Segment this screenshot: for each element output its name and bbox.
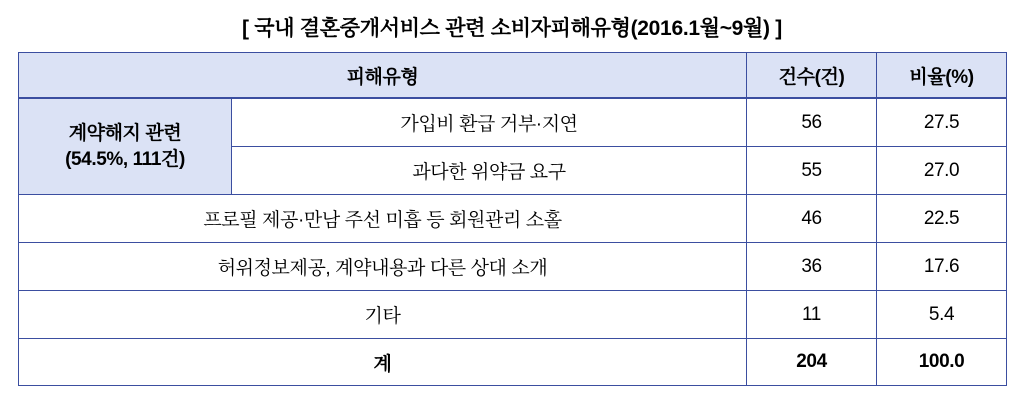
category-label-line2: (54.5%, 111건) [65,148,185,170]
bottom-spacer [0,386,1024,396]
row-type-3: 허위정보제공, 계약내용과 다른 상대 소개 [19,243,747,291]
total-rate: 100.0 [877,339,1007,386]
row-count-3: 36 [747,243,877,291]
row-type-1: 과다한 위약금 요구 [232,147,747,195]
table-row [19,243,1007,291]
table-total-row [19,339,1007,386]
row-type-4: 기타 [19,291,747,339]
consumer-damage-table [18,52,1007,386]
column-header-rate: 비율(%) [877,53,1007,99]
row-rate-4: 5.4 [877,291,1007,339]
category-contract-termination [19,98,232,195]
row-rate-0: 27.5 [877,98,1007,147]
row-count-1: 55 [747,147,877,195]
total-label: 계 [19,339,747,386]
row-count-0: 56 [747,98,877,147]
table-container [0,52,1024,386]
table-header-row [19,53,1007,99]
table-row [19,195,1007,243]
row-rate-1: 27.0 [877,147,1007,195]
column-header-type: 피해유형 [19,53,747,99]
row-rate-3: 17.6 [877,243,1007,291]
category-label-line1: 계약해지 관련 [68,122,182,144]
table-row [19,98,1007,147]
column-header-count: 건수(건) [747,53,877,99]
row-type-2: 프로필 제공·만남 주선 미흡 등 회원관리 소홀 [19,195,747,243]
table-row [19,291,1007,339]
row-count-2: 46 [747,195,877,243]
total-count: 204 [747,339,877,386]
row-rate-2: 22.5 [877,195,1007,243]
row-count-4: 11 [747,291,877,339]
row-type-0: 가입비 환급 거부·지연 [232,98,747,147]
page-title: [ 국내 결혼중개서비스 관련 소비자피해유형(2016.1월~9월) ] [242,17,782,40]
